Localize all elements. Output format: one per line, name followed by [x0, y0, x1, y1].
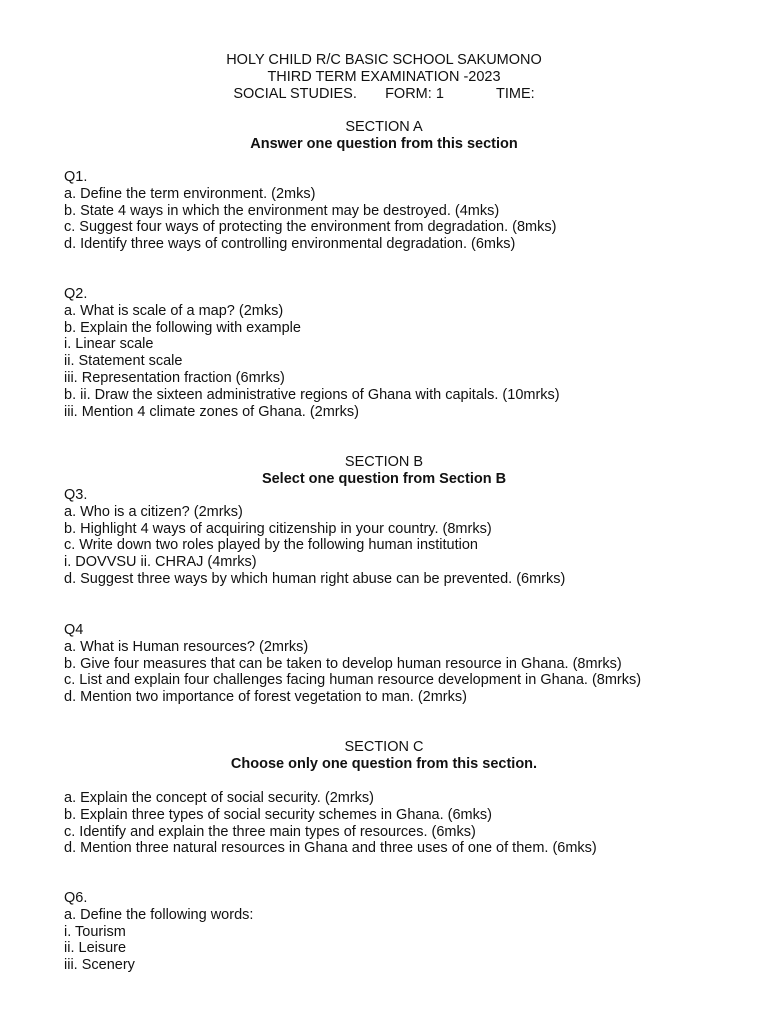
question-line: c. Identify and explain the three main types of resources. (6mks) — [64, 823, 476, 840]
exam-header — [0, 52, 768, 102]
question-line: a. Define the term environment. (2mks) — [64, 185, 316, 202]
question-line: b. Give four measures that can be taken to develop human resource in Ghana. (8mrks) — [64, 655, 622, 672]
question-2 — [64, 286, 744, 420]
question-line: c. Write down two roles played by the following human institution — [64, 537, 479, 554]
section-a-instruction: Answer one question from this section — [250, 135, 518, 152]
question-line: d. Mention three natural resources in Ghana and three uses of one of them. (6mks) — [64, 840, 597, 857]
section-b-heading — [0, 454, 768, 488]
question-line: d. Suggest three ways by which human right abuse can be prevented. (6mrks) — [64, 570, 566, 587]
question-line: d. Mention two importance of forest vegetation to man. (2mrks) — [64, 689, 467, 706]
question-line: i. DOVVSU ii. CHRAJ (4mrks) — [64, 554, 257, 571]
question-line: b. Explain the following with example — [64, 319, 301, 336]
question-line: iii. Representation fraction (6mrks) — [64, 369, 285, 386]
section-a-heading — [0, 119, 768, 153]
section-b-instruction: Select one question from Section B — [261, 470, 507, 487]
question-line: a. Explain the concept of social security. (2mrks) — [64, 790, 374, 806]
question-5 — [64, 790, 744, 857]
question-6 — [64, 890, 744, 974]
section-c-title: SECTION C — [344, 739, 424, 755]
section-b-title: SECTION B — [344, 454, 424, 470]
question-line: a. What is scale of a map? (2mks) — [64, 302, 284, 319]
question-line: c. List and explain four challenges facing human resource development in Ghana. (8mrks) — [64, 672, 642, 689]
question-label: Q2. — [64, 286, 88, 302]
question-line: a. Define the following words: — [64, 906, 254, 923]
subject-line: SOCIAL STUDIES. FORM: 1 TIME: — [233, 85, 535, 102]
question-label: Q1. — [64, 169, 88, 185]
section-a-title: SECTION A — [345, 119, 423, 135]
question-line: ii. Leisure — [64, 940, 127, 957]
question-4 — [64, 622, 744, 706]
school-name: HOLY CHILD R/C BASIC SCHOOL SAKUMONO — [226, 52, 542, 68]
question-line: c. Suggest four ways of protecting the environment from degradation. (8mks) — [64, 219, 557, 236]
question-line: iii. Scenery — [64, 957, 135, 974]
question-line: b. Explain three types of social security schemes in Ghana. (6mks) — [64, 806, 492, 823]
section-c-heading — [0, 739, 768, 773]
question-line: a. Who is a citizen? (2mrks) — [64, 503, 243, 520]
question-line: b. Highlight 4 ways of acquiring citizenship in your country. (8mrks) — [64, 520, 492, 537]
question-line: iii. Mention 4 climate zones of Ghana. (2mrks) — [64, 403, 359, 420]
question-line: i. Linear scale — [64, 336, 154, 353]
question-line: ii. Statement scale — [64, 353, 183, 370]
question-1 — [64, 169, 744, 253]
question-line: a. What is Human resources? (2mrks) — [64, 638, 309, 655]
question-label: Q6. — [64, 890, 88, 906]
section-c-instruction: Choose only one question from this section. — [230, 755, 538, 772]
question-label: Q3. — [64, 487, 88, 503]
question-line: b. State 4 ways in which the environment may be destroyed. (4mks) — [64, 202, 500, 219]
question-label: Q4 — [64, 622, 84, 638]
question-line: i. Tourism — [64, 923, 126, 940]
question-3 — [64, 487, 744, 588]
question-line: b. ii. Draw the sixteen administrative regions of Ghana with capitals. (10mrks) — [64, 386, 560, 403]
question-line: d. Identify three ways of controlling environmental degradation. (6mks) — [64, 236, 516, 253]
exam-title: THIRD TERM EXAMINATION -2023 — [267, 68, 501, 85]
